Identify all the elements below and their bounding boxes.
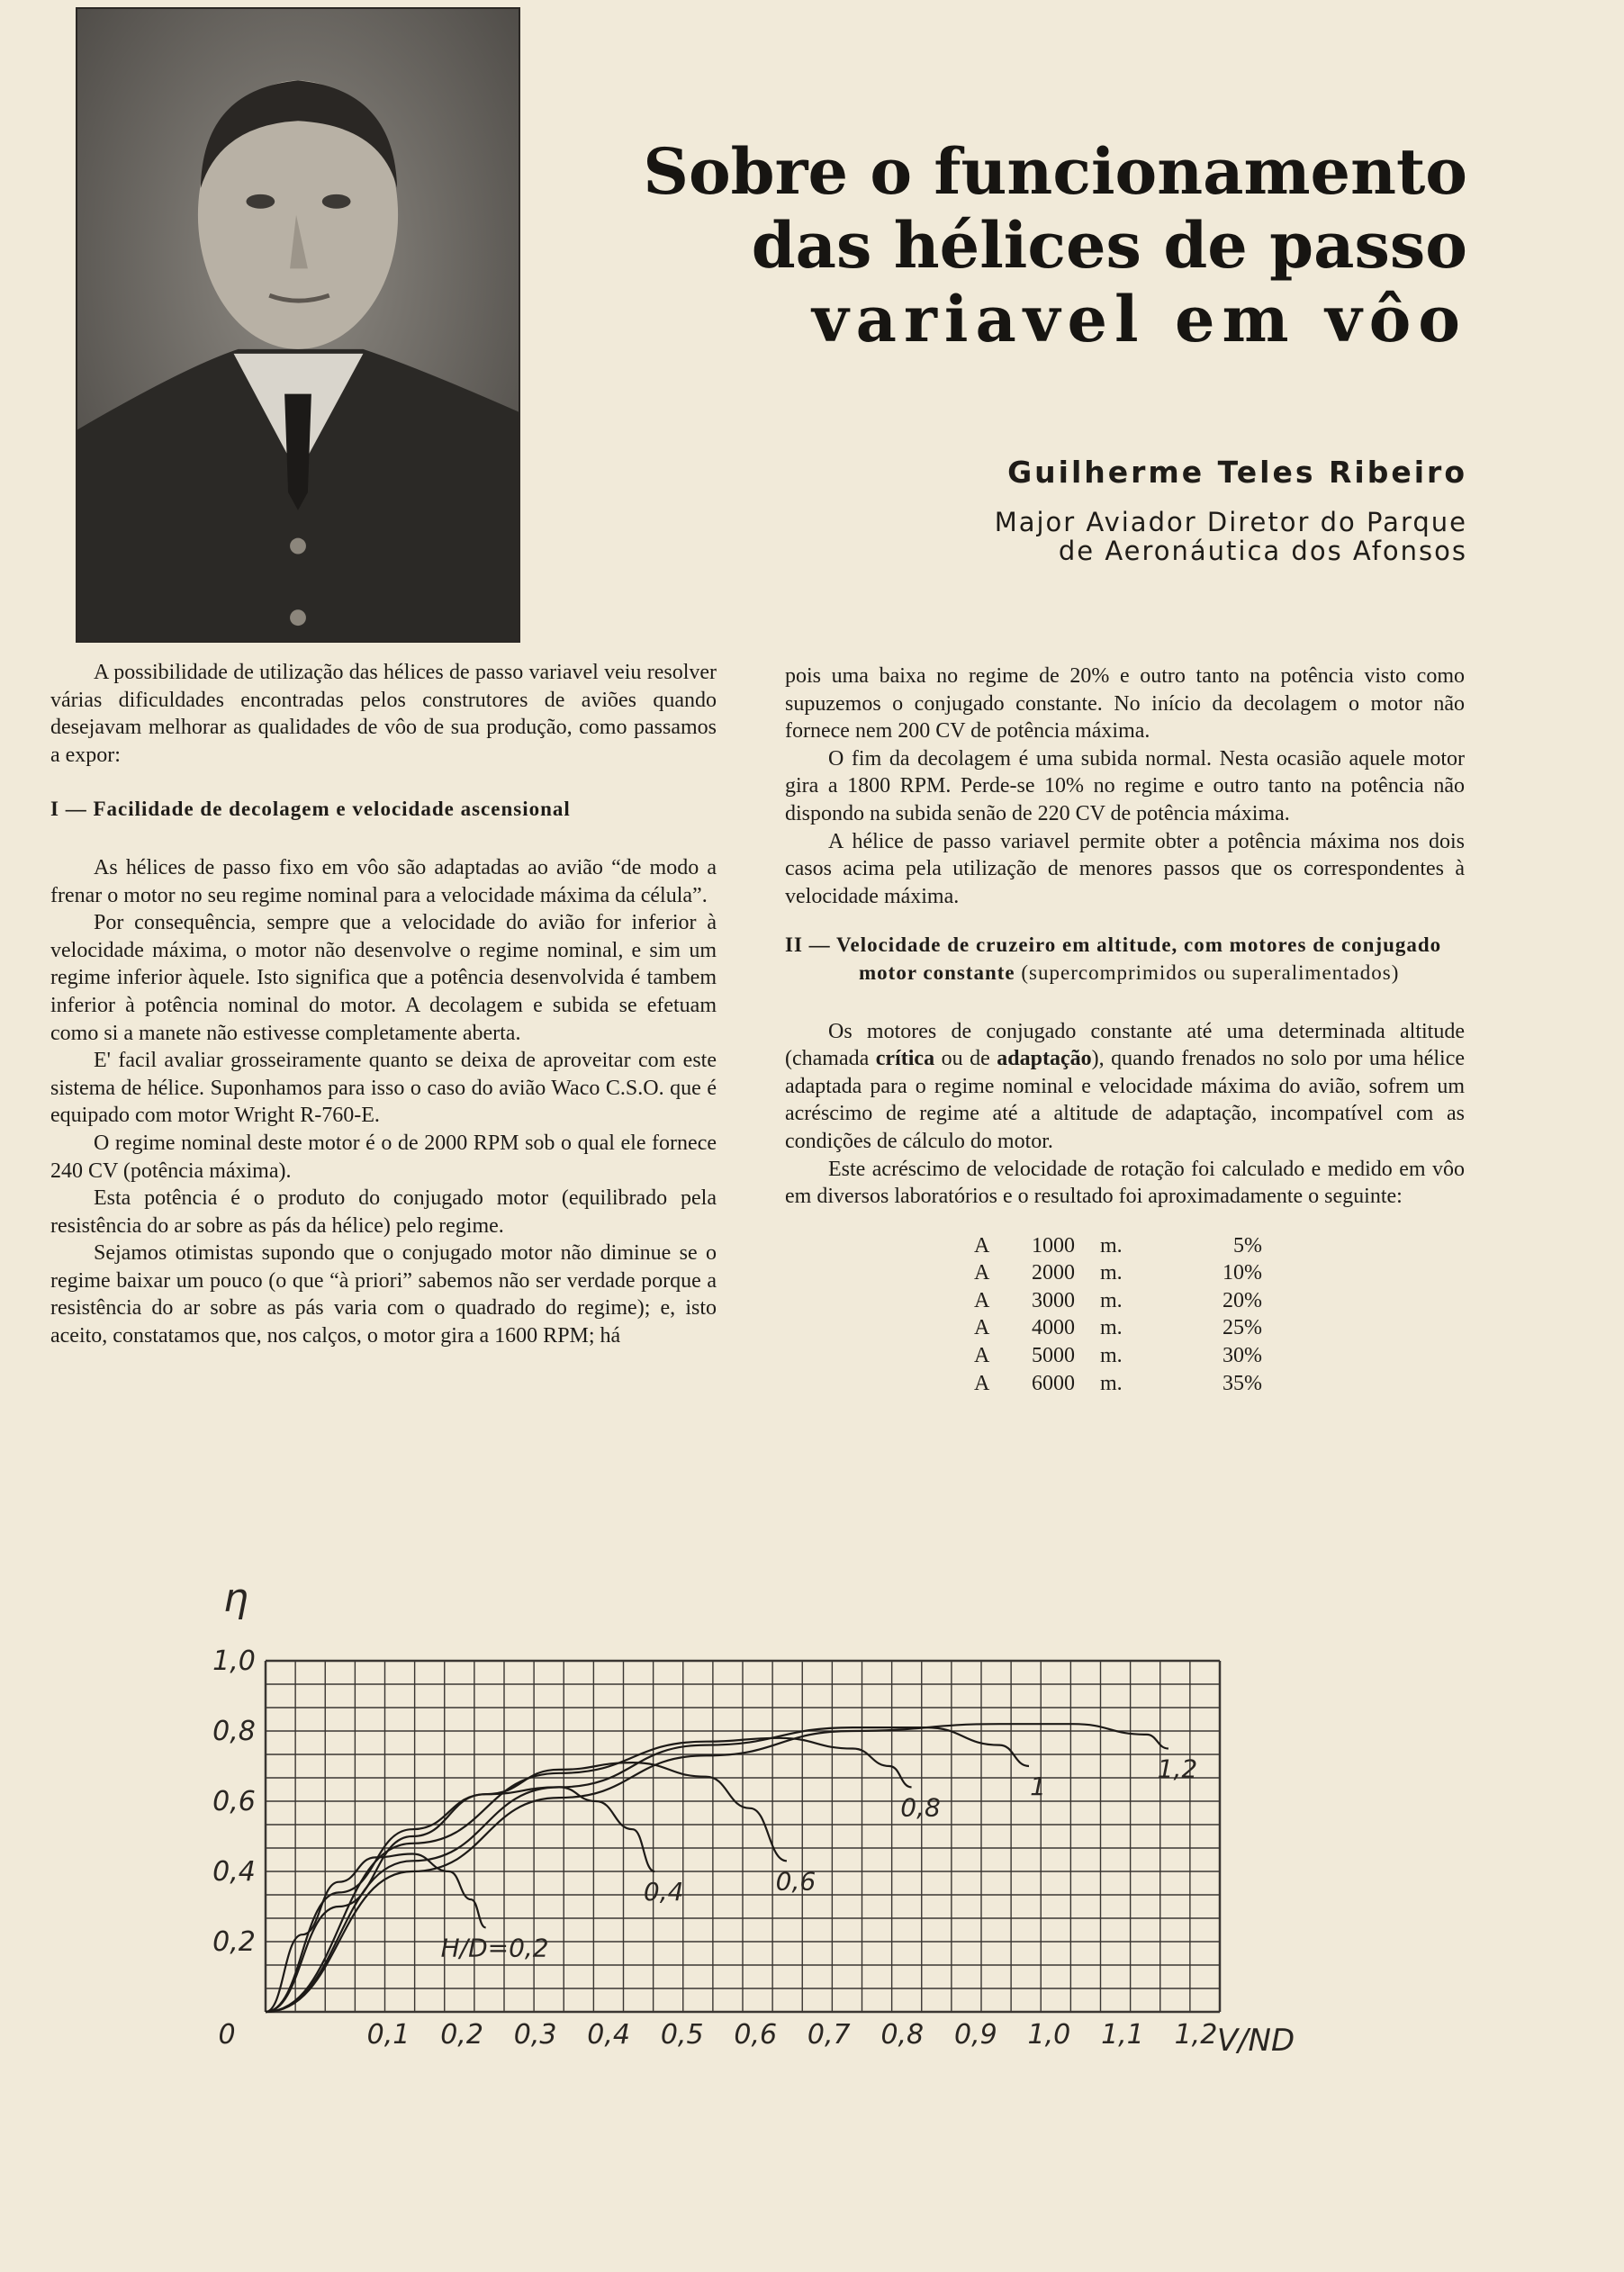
section-heading-1: I — Facilidade de decolagem e velocidade ascensional: [50, 798, 571, 821]
author-role-line-2: de Aeronáutica dos Afonsos: [1058, 536, 1467, 566]
table-cell: 10%: [1223, 1261, 1262, 1285]
y-tick-label: 0,8: [212, 1716, 256, 1747]
title-line-2: das hélices de passo: [751, 208, 1467, 283]
table-cell: m.: [1100, 1233, 1123, 1258]
table-cell: 20%: [1223, 1288, 1262, 1312]
paragraph: E' facil avaliar grosseiramente quanto se deixa de aproveitar com este sistema de hélice. Suponhamos para isso o caso do avião Waco C.S.O. que é equipado com motor Wright R-760-E.: [50, 1049, 717, 1128]
title-line-3: variavel em vôo: [811, 282, 1467, 356]
x-tick-label: 0,6: [734, 2019, 778, 2051]
x-tick-label: 0,2: [440, 2019, 483, 2051]
x-tick-label: 0: [218, 2019, 236, 2051]
paragraph: pois uma baixa no regime de 20% e outro tanto na potência visto como supuzemos o conjugado constante. No início da decolagem o motor não fornece nem 200 CV de potência máxima.: [785, 664, 1465, 744]
series-label: 1: [1030, 1772, 1046, 1801]
series-label: 0,6: [775, 1866, 817, 1897]
x-tick-label: 1,0: [1027, 2019, 1071, 2051]
series-label: H/D=0,2: [440, 1933, 549, 1963]
paragraph: Sejamos otimistas supondo que o conjugado motor não diminue se o regime baixar um pouco (o que “à priori” sabemos não ser verdade porque a resistência do ar sobre as pás varia com o quadrado do regime); e, isto aceito, constatamos que, nos calços, o motor gira a 1600 RPM; há: [50, 1241, 717, 1348]
y-tick-label: 0,6: [212, 1786, 256, 1817]
series-curve: [266, 1724, 1168, 2012]
y-tick-label: 0,2: [212, 1926, 256, 1958]
paragraph: As hélices de passo fixo em vôo são adaptadas ao avião “de modo a frenar o motor no seu regime nominal para a velocidade máxima da célula”.: [50, 855, 717, 907]
right-column: [785, 663, 1465, 1397]
text-run: Os motores de conjugado constante até uma determinada altitude (chamada: [785, 1019, 1465, 1071]
y-tick-label: 0,4: [212, 1856, 256, 1888]
table-row: [974, 1342, 1262, 1370]
table-row: [974, 1232, 1262, 1260]
article-title: [576, 135, 1467, 356]
paragraph: O fim da decolagem é uma subida normal. Nesta ocasião aquele motor gira a 1800 RPM. Perde-se 10% no regime e outro tanto na potência não dispondo na subida senão de 220 CV de potência máxima.: [785, 746, 1465, 825]
table-row: [974, 1287, 1262, 1315]
x-tick-label: 0,3: [513, 2019, 557, 2051]
series-label: 0,4: [643, 1877, 684, 1907]
table-cell: A: [974, 1371, 990, 1395]
efficiency-chart: [0, 1566, 1624, 2267]
x-tick-label: 1,2: [1174, 2019, 1218, 2051]
series-curve: [266, 1763, 787, 2012]
paragraph: A possibilidade de utilização das hélices de passo variavel veiu resolver várias dificuldades encontradas pelos construtores de aviões quando desejavam melhorar as qualidades de vôo de sua produção, como passamos a expor:: [50, 661, 717, 767]
heading-number: II —: [785, 933, 831, 957]
table-cell: A: [974, 1316, 990, 1340]
series-label: 1,2: [1157, 1754, 1198, 1784]
section-heading-2: [785, 932, 1465, 987]
paragraph: [785, 1018, 1465, 1156]
table-cell: m.: [1100, 1288, 1123, 1312]
table-cell: 5%: [1233, 1233, 1262, 1258]
table-row: [974, 1314, 1262, 1342]
table-cell: 35%: [1223, 1371, 1262, 1395]
table-cell: 30%: [1223, 1344, 1262, 1368]
x-tick-label: 0,7: [807, 2019, 851, 2051]
table-cell: A: [974, 1233, 990, 1258]
author-portrait-photo: [76, 7, 520, 643]
table-cell: m.: [1100, 1371, 1123, 1395]
table-cell: A: [974, 1344, 990, 1368]
altitude-table: [974, 1232, 1262, 1398]
series-label: 0,8: [900, 1792, 941, 1823]
x-tick-label: 0,1: [366, 2019, 411, 2051]
text-run: ou de: [934, 1047, 997, 1071]
y-axis-label: η: [223, 1575, 248, 1621]
y-tick-label: 1,0: [212, 1645, 256, 1677]
x-tick-label: 1,1: [1101, 2019, 1144, 2051]
x-tick-label: 0,4: [587, 2019, 631, 2051]
author-name: Guilherme Teles Ribeiro: [1007, 455, 1467, 490]
x-tick-label: 0,8: [880, 2019, 925, 2051]
x-tick-label: 0,5: [660, 2019, 704, 2051]
table-cell: m.: [1100, 1261, 1123, 1285]
table-row: [974, 1259, 1262, 1287]
x-tick-label: 0,9: [953, 2019, 997, 2051]
table-cell: 2000: [1032, 1261, 1075, 1285]
paragraph: O regime nominal deste motor é o de 2000 RPM sob o qual ele fornece 240 CV (potência máxima).: [50, 1131, 717, 1183]
text-run-bold: adaptação: [997, 1047, 1092, 1071]
chart-svg: [0, 1566, 1624, 2267]
left-column: [50, 659, 717, 1350]
table-cell: 1000: [1032, 1233, 1075, 1258]
table-cell: 3000: [1032, 1288, 1075, 1312]
title-line-1: Sobre o funcionamento: [643, 134, 1467, 209]
heading-bold: Velocidade de cruzeiro em altitude, com motores de conjugado motor constante: [836, 933, 1442, 984]
table-cell: 6000: [1032, 1371, 1075, 1395]
table-cell: 25%: [1223, 1316, 1262, 1340]
table-cell: 4000: [1032, 1316, 1075, 1340]
heading-normal: (supercomprimidos ou superalimentados): [1021, 960, 1400, 984]
table-cell: A: [974, 1288, 990, 1312]
table-cell: m.: [1100, 1316, 1123, 1340]
table-cell: m.: [1100, 1344, 1123, 1368]
author-role-line-1: Major Aviador Diretor do Parque: [994, 507, 1467, 537]
table-cell: 5000: [1032, 1344, 1075, 1368]
paragraph: A hélice de passo variavel permite obter a potência máxima nos dois casos acima pela utilização de menores passos que os correspondentes à velocidade máxima.: [785, 829, 1465, 908]
author-block: [810, 455, 1467, 565]
text-run: ), quando frenados no solo por uma hélice adaptada para o regime nominal e velocidade máxima do avião, sofrem um acréscimo de regime até a altitude de adaptação, incompatível com as condições de cálculo do motor.: [785, 1047, 1466, 1153]
table-cell: A: [974, 1261, 990, 1285]
table-row: [974, 1370, 1262, 1398]
paragraph: Esta potência é o produto do conjugado motor (equilibrado pela resistência do ar sobre as pás da hélice) pelo regime.: [50, 1186, 717, 1238]
series-curve: [266, 1787, 654, 2012]
series-curve: [266, 1727, 1029, 2012]
x-axis-label: V/ND: [1216, 2023, 1295, 2059]
paragraph: Por consequência, sempre que a velocidade do avião for inferior à velocidade máxima, o motor não desenvolve o regime nominal, e sim um regime inferior àquele. Isto significa que a potência desenvolvida é tambem inferior à potência nominal do motor. A decolagem e subida se efetuam como si a manete não estivesse completamente aberta.: [50, 911, 717, 1045]
paragraph: Este acréscimo de velocidade de rotação foi calculado e medido em vôo em diversos laboratórios e o resultado foi aproximadamente o seguinte:: [785, 1157, 1465, 1209]
text-run-bold: crítica: [875, 1047, 935, 1071]
